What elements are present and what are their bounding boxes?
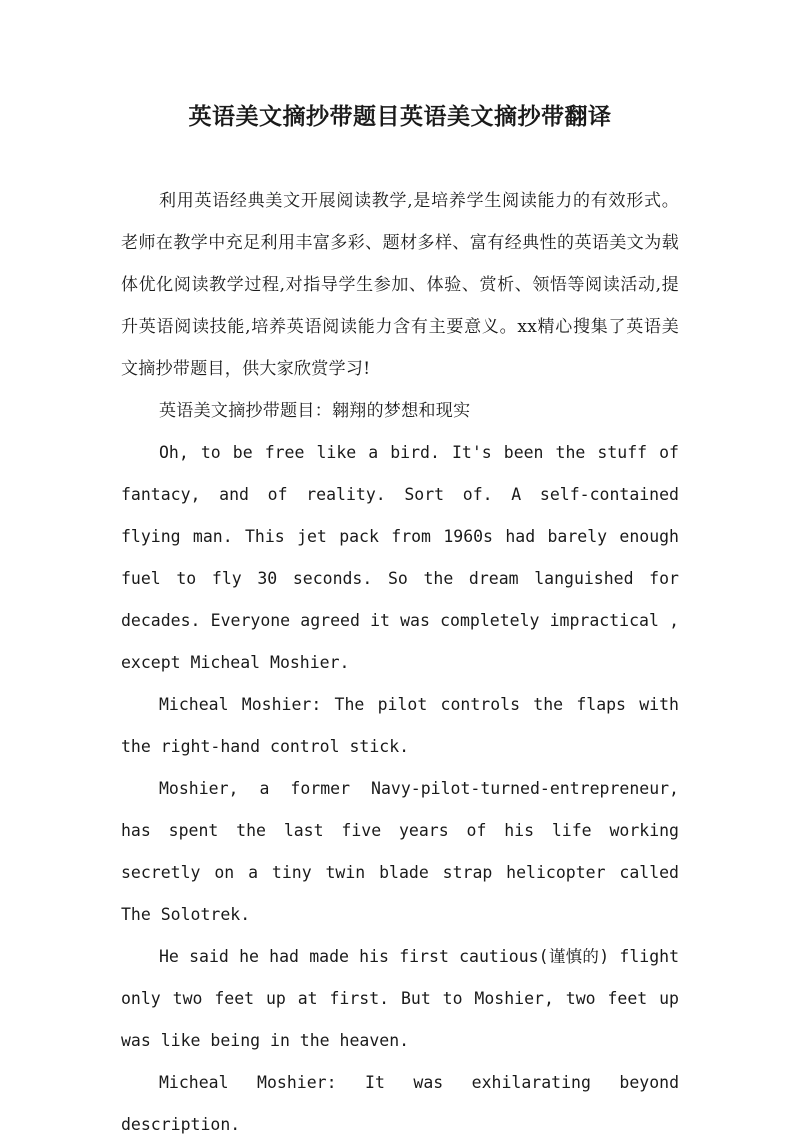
document-title: 英语美文摘抄带题目英语美文摘抄带翻译 (188, 103, 612, 130)
article-paragraph-1: Oh, to be free like a bird. It's been the stuff of fantacy, and of reality. Sort of. A self-contained flying man. This jet pack from 1960s had barely enough fuel to fly 30 seconds. So the dream languished for decades. Everyone agreed it was completely impractical , except Micheal Moshier. (121, 443, 679, 672)
article-paragraph-2: Micheal Moshier: The pilot controls the flaps with the right-hand control stick. (121, 695, 679, 756)
intro-paragraph: 利用英语经典美文开展阅读教学,是培养学生阅读能力的有效形式。老师在教学中充足利用丰富多彩、题材多样、富有经典性的英语美文为载体优化阅读教学过程,对指导学生参加、体验、赏析、领悟等阅读活动,提升英语阅读技能,培养英语阅读能力含有主要意义。xx精心搜集了英语美文摘抄带题目，供大家欣赏学习! (121, 191, 679, 379)
article-paragraph-3: Moshier, a former Navy-pilot-turned-entrepreneur, has spent the last five years of his life working secretly on a tiny twin blade strap helicopter called The Solotrek. (121, 779, 679, 924)
document-body (121, 180, 679, 1146)
article-paragraph-5: Micheal Moshier: It was exhilarating beyond description. (121, 1073, 679, 1134)
article-paragraph-4: He said he had made his first cautious(谨慎的) flight only two feet up at first. But to Moshier, two feet up was like being in the heaven. (121, 947, 679, 1050)
section-heading: 英语美文摘抄带题目：翱翔的梦想和现实 (159, 401, 471, 421)
